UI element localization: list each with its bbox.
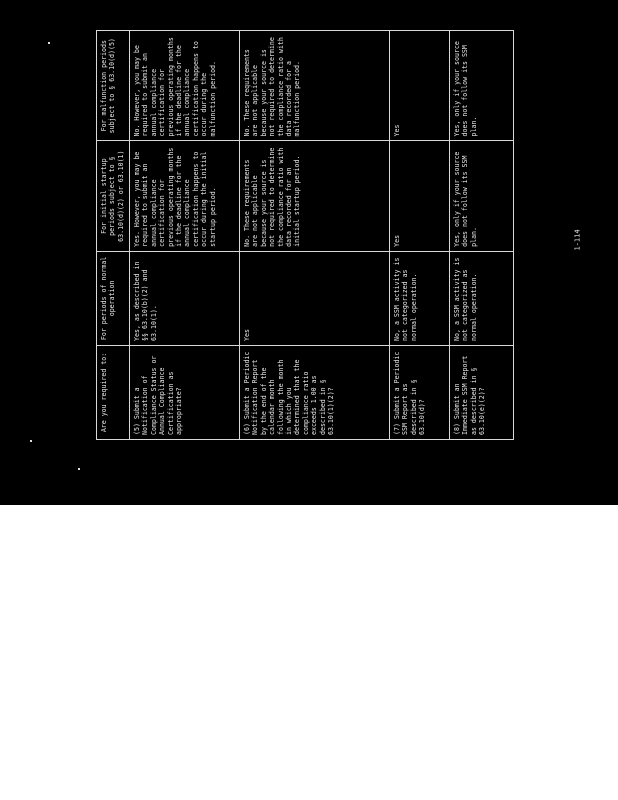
table-header-row (97, 31, 130, 440)
header-cell: For periods of normal operation (97, 251, 130, 345)
table-cell: (7) Submit a Periodic SSM Report as described in § 63.10(d)? (390, 345, 450, 439)
table-cell: No. These requirements are not applicable because your source is not required to determine the compliance ratio with data recorded for an initial startup period. (240, 141, 390, 251)
table-cell: Yes, only if your source does not follow its SSM plan. (450, 141, 514, 251)
table-cell: Yes. However, you may be required to submit an annual compliance certification for previous operating months if the deadline for the annual compliance certification happens to occur during the initial startup period. (130, 141, 240, 251)
table-row (240, 31, 390, 440)
table-cell: (5) Submit a Notification of Compliance Status or Annual Compliance Certification as appropriate? (130, 345, 240, 439)
rotated-table-region (96, 30, 510, 440)
table-cell: Yes, as described in §§ 63.10(b)(2) and 63.10(1). (130, 251, 240, 345)
table-cell: Yes (390, 141, 450, 251)
table-row (390, 31, 450, 440)
scan-speck (78, 468, 80, 470)
table-cell: No, a SSM activity is not categorized as normal operation. (450, 251, 514, 345)
table-cell: (8) Submit an Immediate SSM Report as described in § 63.10(e)(2)? (450, 345, 514, 439)
header-cell: Are you required to: (97, 345, 130, 439)
table-row (450, 31, 514, 440)
scan-speck (30, 440, 32, 442)
table-cell: Yes (240, 251, 390, 345)
scan-speck (48, 42, 50, 44)
page-number: 1-114 (573, 229, 582, 251)
table-cell: No. These requirements are not applicable because your source is not required to determine the compliance ratio with data recorded for a malfunction period. (240, 31, 390, 141)
table-cell: (6) Submit a Periodic Notification Report by the end of the calendar month following the month in which you determined that the compliance ratio exceeds 1.00 as described in § 63.10(1)(2)? (240, 345, 390, 439)
table-cell: No, a SSM activity is not categorized as normal operation. (390, 251, 450, 345)
table-cell: Yes (390, 31, 450, 141)
header-cell: For malfunction periods subject to § 63.10(d)(5) (97, 31, 130, 141)
header-cell: For initial startup periods subject to § 63.10(d)(2) or 63.10(1) (97, 141, 130, 251)
compliance-table (96, 30, 514, 440)
table-cell: No. However, you may be required to submit an annual compliance certification for previous operating months if the deadline for the annual compliance certification happens to occur during the malfunction period. (130, 31, 240, 141)
table-rotated-container (96, 30, 510, 440)
table-cell: Yes, only if your source does not follow its SSM plan. (450, 31, 514, 141)
table-row (130, 31, 240, 440)
